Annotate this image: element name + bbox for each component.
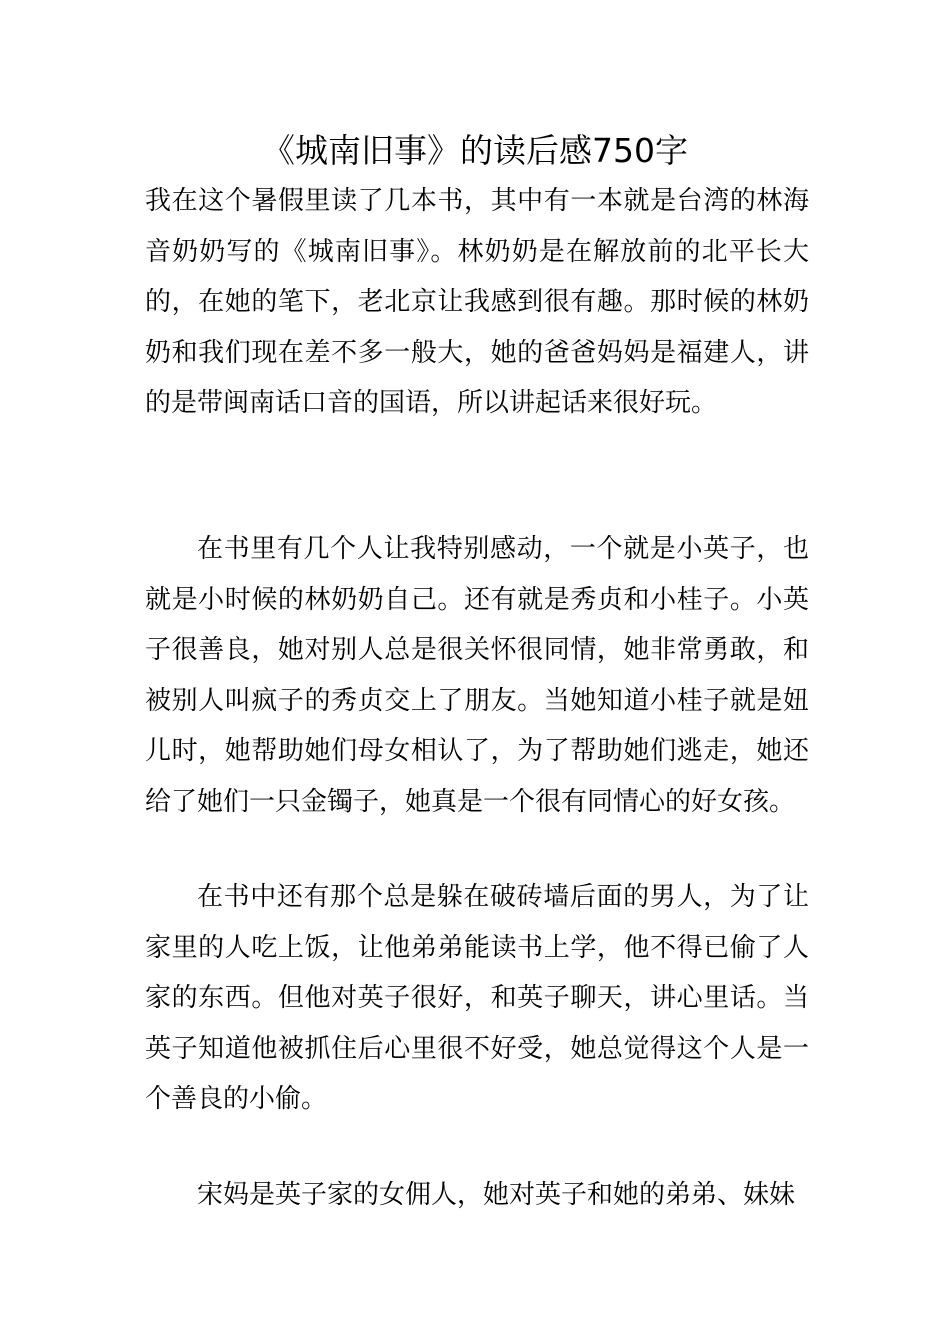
document-title: 《城南旧事》的读后感750字 bbox=[262, 131, 688, 170]
paragraph-intro: 我在这个暑假里读了几本书，其中有一本就是台湾的林海音奶奶写的《城南旧事》。林奶奶是在解放前的北平长大的，在她的笔下，老北京让我感到很有趣。那时候的林奶奶和我们现在差不多一般大，她的爸爸妈妈是福建人，讲的是带闽南话口音的国语，所以讲起话来很好玩。 bbox=[145, 186, 809, 418]
paragraph-yingzi: 在书里有几个人让我特别感动，一个就是小英子，也就是小时候的林奶奶自己。还有就是秀贞和小桂子。小英子很善良，她对别人总是很关怀很同情，她非常勇敢，和被别人叫疯子的秀贞交上了朋友。当她知道小桂子就是妞儿时，她帮助她们母女相认了，为了帮助她们逃走，她还给了她们一只金镯子，她真是一个很有同情心的好女孩。 bbox=[145, 534, 809, 817]
paragraph-songma: 宋妈是英子家的女佣人，她对英子和她的弟弟、妹妹 bbox=[197, 1180, 796, 1210]
paragraph-thief: 在书中还有那个总是躲在破砖墙后面的男人，为了让家里的人吃上饭，让他弟弟能读书上学，他不得已偷了人家的东西。但他对英子很好，和英子聊天，讲心里话。当英子知道他被抓住后心里很不好受，她总觉得这个人是一个善良的小偷。 bbox=[145, 882, 809, 1114]
